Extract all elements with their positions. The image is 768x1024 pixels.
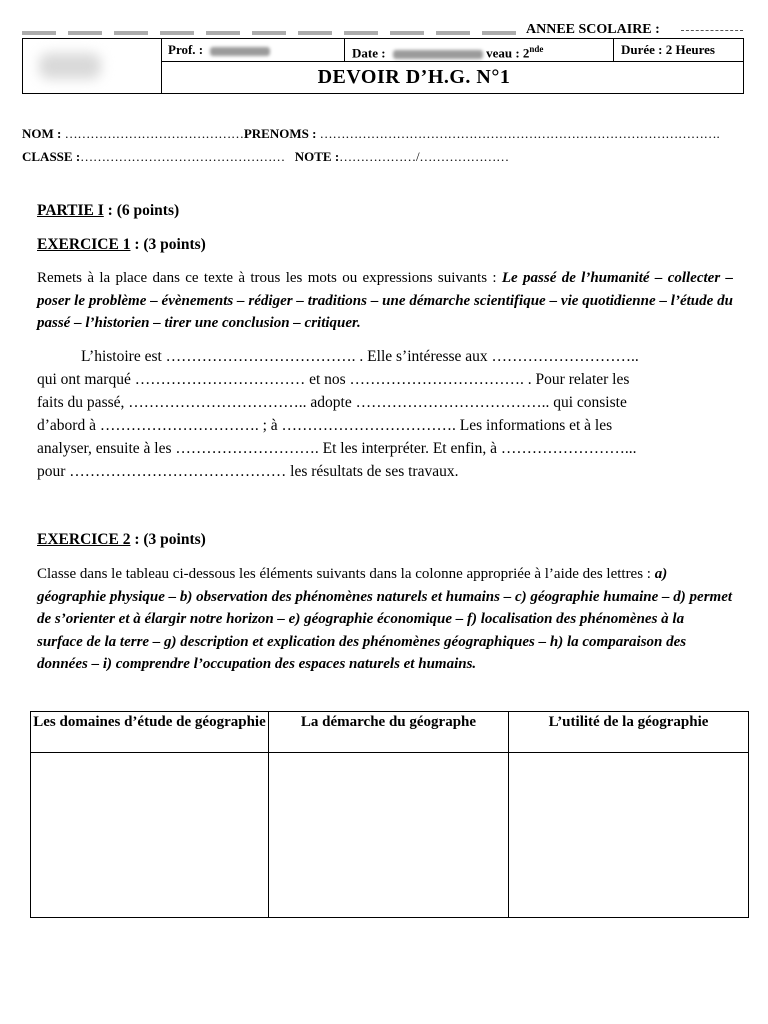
duree-label: Durée : 2 Heures: [621, 42, 715, 57]
prof-cell: [161, 39, 345, 61]
answer-cell-utilite[interactable]: [509, 753, 749, 918]
niveau-sup: nde: [529, 44, 544, 54]
partie-heading: [37, 199, 179, 222]
fill-line-4: d’abord à …………………………. ; à ……………………………. Les informations et à les: [37, 417, 613, 434]
date-label: Date :: [352, 45, 386, 61]
partie-label: PARTIE I: [37, 202, 104, 219]
header-utilite: L’utilité de la géographie: [509, 712, 749, 753]
header-info-row: [161, 39, 743, 62]
answer-cell-domaines[interactable]: [31, 753, 269, 918]
nom-label: NOM :: [22, 126, 62, 141]
prenoms-blank: ………………………………………………………………………………….: [319, 126, 720, 141]
header-box: [22, 38, 744, 94]
prof-label: Prof. :: [168, 42, 204, 57]
table-answer-row: [31, 753, 749, 918]
fill-line-5: analyser, ensuite à les ………………………. Et les interpréter. Et enfin, à ……………………...: [37, 440, 637, 457]
exercice2-label: EXERCICE 2: [37, 531, 131, 548]
header-demarche: La démarche du géographe: [269, 712, 509, 753]
fill-line-6: pour …………………………………… les résultats de ses travaux.: [37, 463, 459, 480]
exercice1-word-list: Le passé de l’humanité – collecter – poser le problème – évènements – rédiger – traditions – une démarche scientifique – vie quotidienne – l’étude du passé – l’historien – tirer une conclusion – critiquer.: [37, 270, 733, 331]
fill-line-1: L’histoire est ………………………………. . Elle s’intéresse aux ………………………..: [81, 348, 639, 365]
annee-scolaire-blank: [681, 30, 743, 31]
date-redacted: [393, 50, 483, 59]
nom-line: [22, 126, 720, 142]
classe-line: [22, 149, 509, 165]
exercice2-instruction: [37, 563, 733, 676]
note-label: NOTE :: [294, 149, 340, 164]
prenoms-label: PRENOMS :: [243, 126, 317, 141]
blurred-school-line: [22, 31, 522, 35]
exercice2-item-list: a) géographie physique – b) observation des phénomènes naturels et humains – c) géographie humaine – d) permet de s’orienter et à élargir notre horizon – e) géographie économique – f) localisation des phénomènes à la surface de la terre – g) description et explication des phénomènes géographiques – h) la comparaison des données – i) comprendre l’occupation des espaces naturels et humains.: [37, 566, 733, 672]
niveau-label: veau : 2: [486, 45, 530, 61]
exercice1-instruction-lead: Remets à la place dans ce texte à trous les mots ou expressions suivants :: [37, 270, 502, 286]
classe-label: CLASSE :: [22, 149, 81, 164]
exercice2-instruction-lead: Classe dans le tableau ci-dessous les éléments suivants dans la colonne appropriée à l’aide des lettres :: [37, 566, 655, 582]
classe-blank: …………………………………………: [80, 149, 285, 164]
table-header-row: [31, 712, 749, 753]
exercice1-points: : (3 points): [130, 236, 206, 253]
exercice1-heading: [37, 233, 206, 256]
duree-cell: [614, 39, 745, 61]
fill-line-2: qui ont marqué …………………………… et nos ……………………………. . Pour relater les: [37, 371, 630, 388]
fill-line-3: faits du passé, …………………………….. adopte ……………………………….. qui consiste: [37, 394, 627, 411]
school-logo-redacted: [23, 39, 162, 93]
partie-points: : (6 points): [103, 202, 180, 219]
classification-table: [30, 711, 749, 918]
answer-cell-demarche[interactable]: [269, 753, 509, 918]
exercice2-heading: [37, 528, 206, 551]
prof-name-redacted: [210, 47, 270, 56]
exercice1-label: EXERCICE 1: [37, 236, 131, 253]
exercice1-instruction: [37, 267, 733, 335]
exercice1-fill-text: [37, 345, 733, 483]
date-niveau-cell: [345, 39, 614, 61]
note-blank: ………………/…………………: [339, 149, 509, 164]
annee-scolaire-label: ANNEE SCOLAIRE :: [526, 22, 660, 37]
header-domaines: Les domaines d’étude de géographie: [31, 712, 269, 753]
devoir-title: DEVOIR D’H.G. N°1: [317, 66, 511, 88]
nom-blank: ……………………………………: [64, 126, 244, 141]
exercice2-points: : (3 points): [130, 531, 206, 548]
